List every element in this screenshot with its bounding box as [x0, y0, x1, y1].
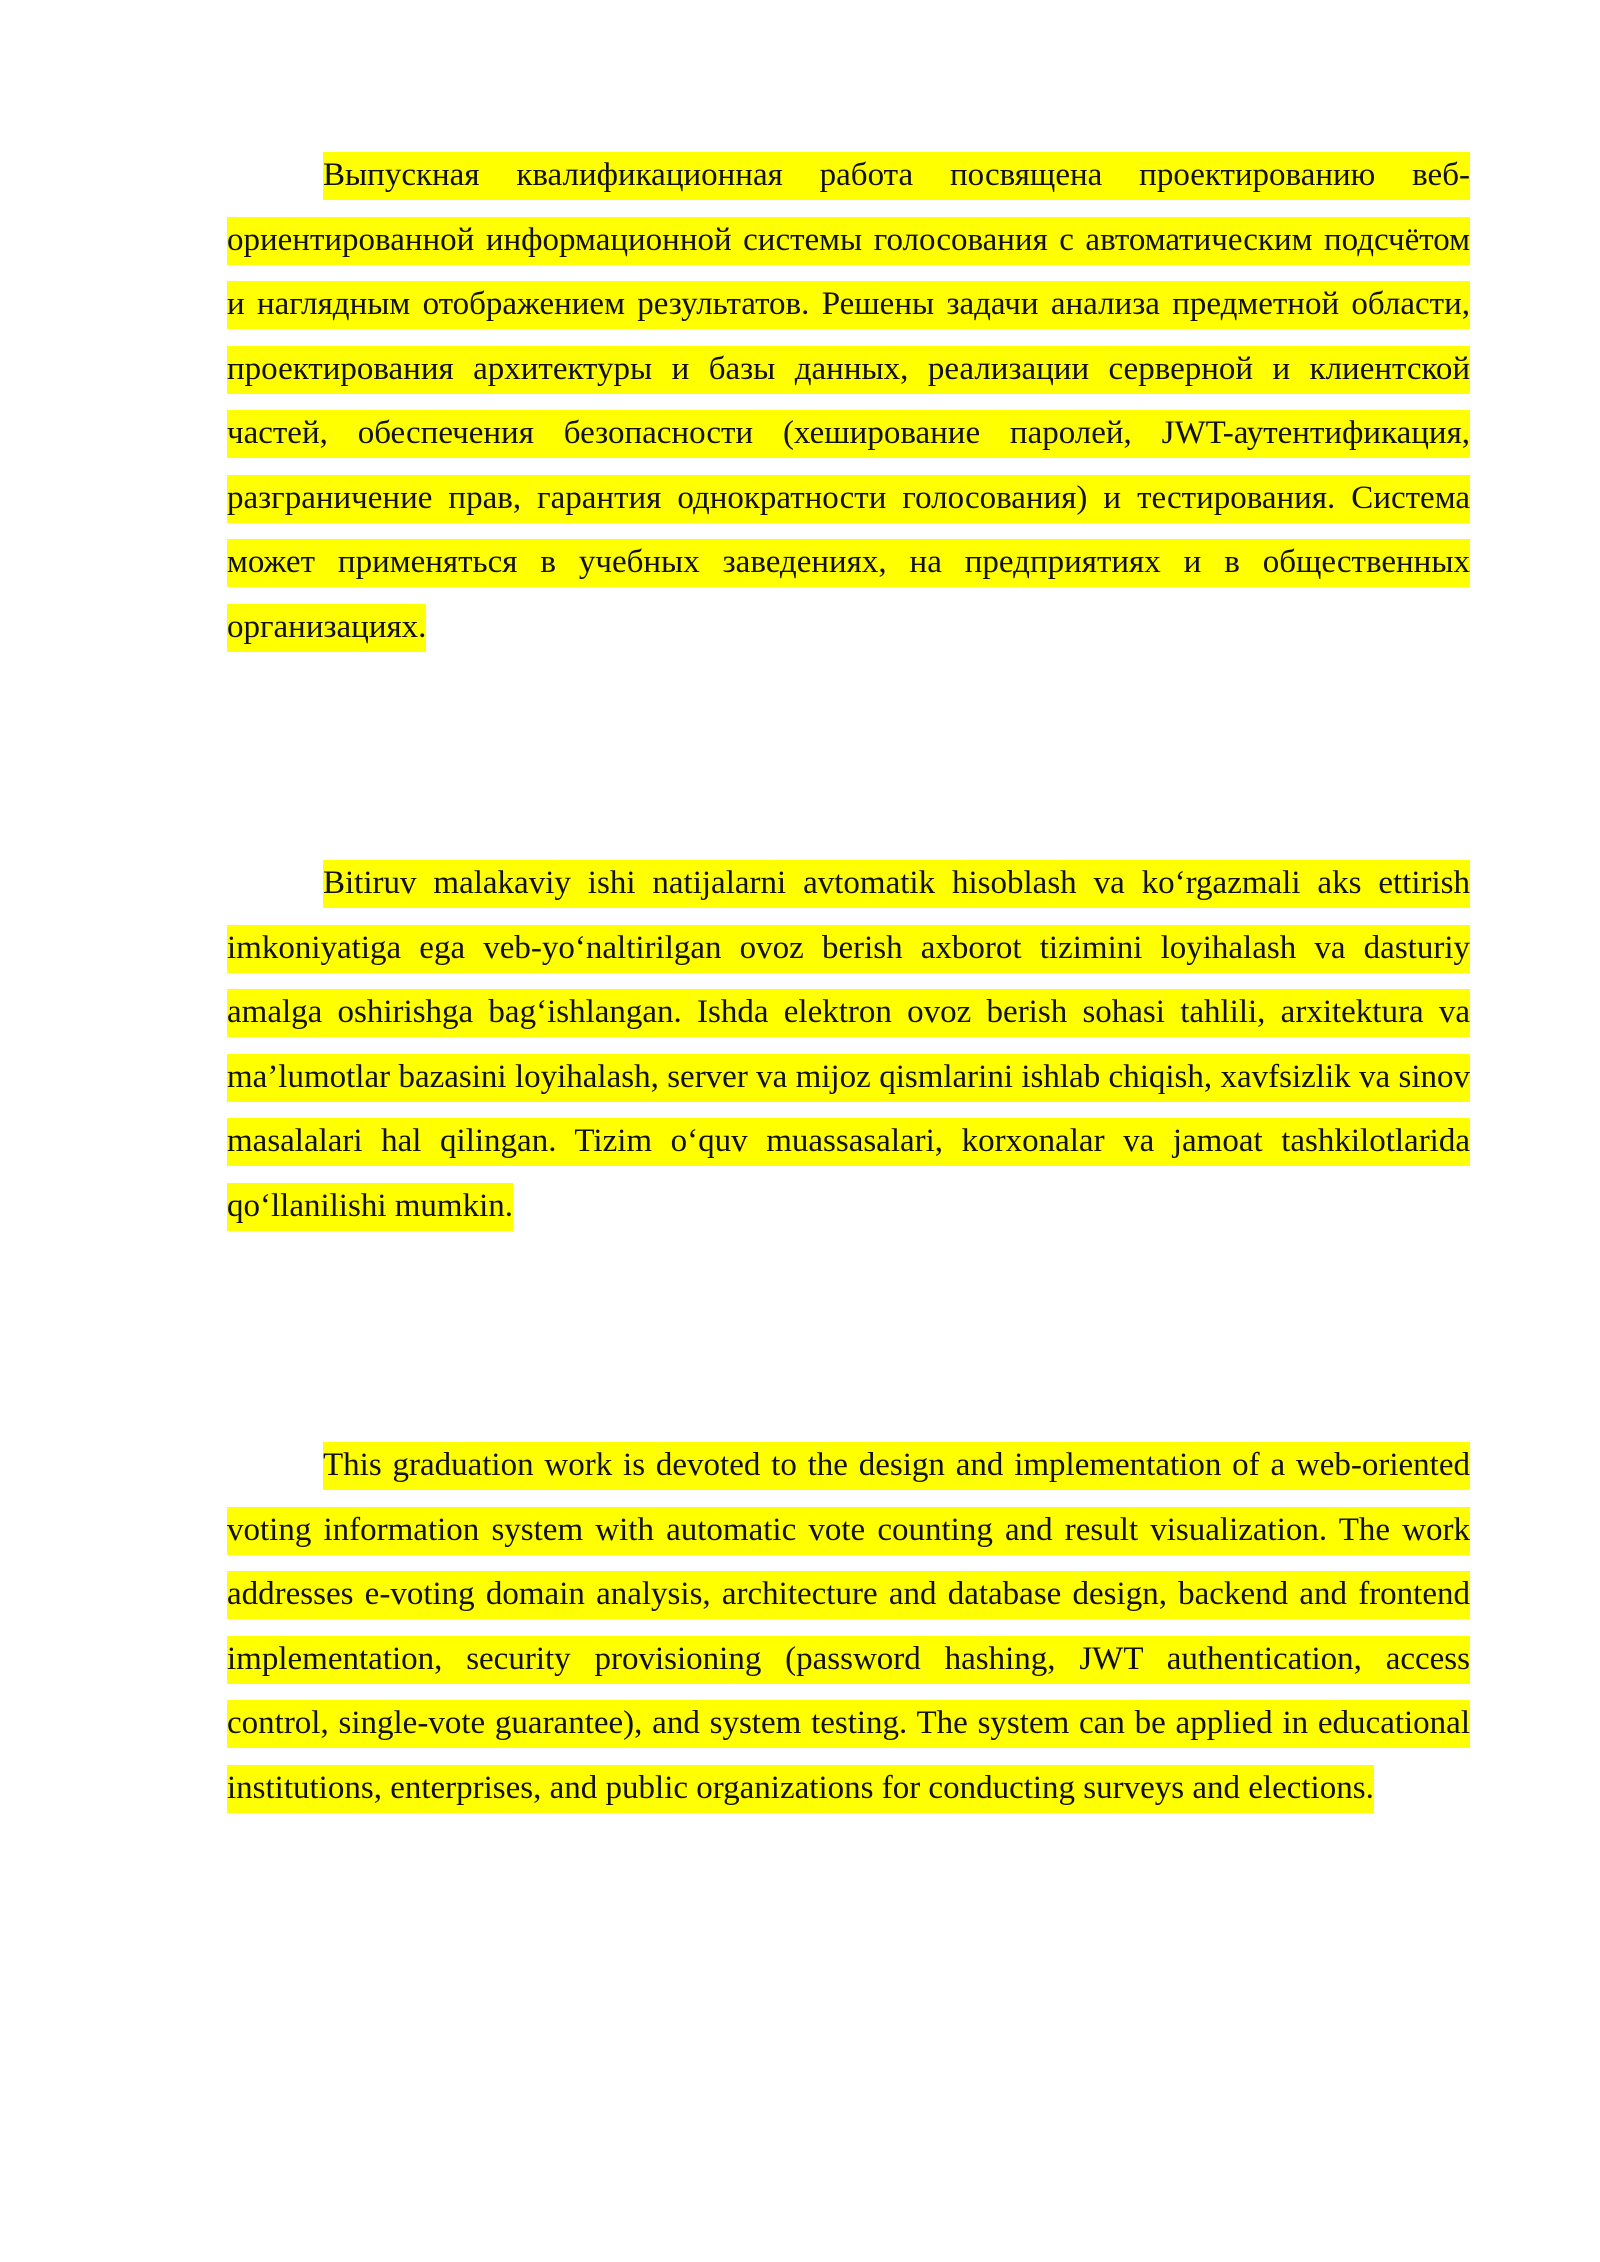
abstract-russian	[227, 143, 1470, 659]
abstract-uzbek	[227, 851, 1470, 1238]
abstract-english-text: This graduation work is devoted to the design and implementation of a web-oriented voting information system with automatic vote counting and result visualization. The work addresses e-voting domain analysis, architecture and database design, backend and frontend implementation, security provisioning (password hashing, JWT authentication, access control, single-vote guarantee), and system testing. The system can be applied in educational institutions, enterprises, and public organizations for conducting surveys and elections.	[227, 1442, 1470, 1813]
abstract-english	[227, 1433, 1470, 1820]
abstract-uzbek-text: Bitiruv malakaviy ishi natijalarni avtomatik hisoblash va ko‘rgazmali aks ettirish imkoniyatiga ega veb-yo‘naltirilgan ovoz berish axborot tizimini loyihalash va dasturiy amalga oshirishga bag‘ishlangan. Ishda elektron ovoz berish sohasi tahlili, arxitektura va ma’lumotlar bazasini loyihalash, server va mijoz qismlarini ishlab chiqish, xavfsizlik va sinov masalalari hal qilingan. Tizim o‘quv muassasalari, korxonalar va jamoat tashkilotlarida qo‘llanilishi mumkin.	[227, 860, 1470, 1231]
abstract-russian-text: Выпускная квалификационная работа посвящена проектированию веб-ориентированной информационной системы голосования с автоматическим подсчётом и наглядным отображением результатов. Решены задачи анализа предметной области, проектирования архитектуры и базы данных, реализации серверной и клиентской частей, обеспечения безопасности (хеширование паролей, JWT-аутентификация, разграничение прав, гарантия однократности голосования) и тестирования. Система может применяться в учебных заведениях, на предприятиях и в общественных организациях.	[227, 152, 1470, 652]
